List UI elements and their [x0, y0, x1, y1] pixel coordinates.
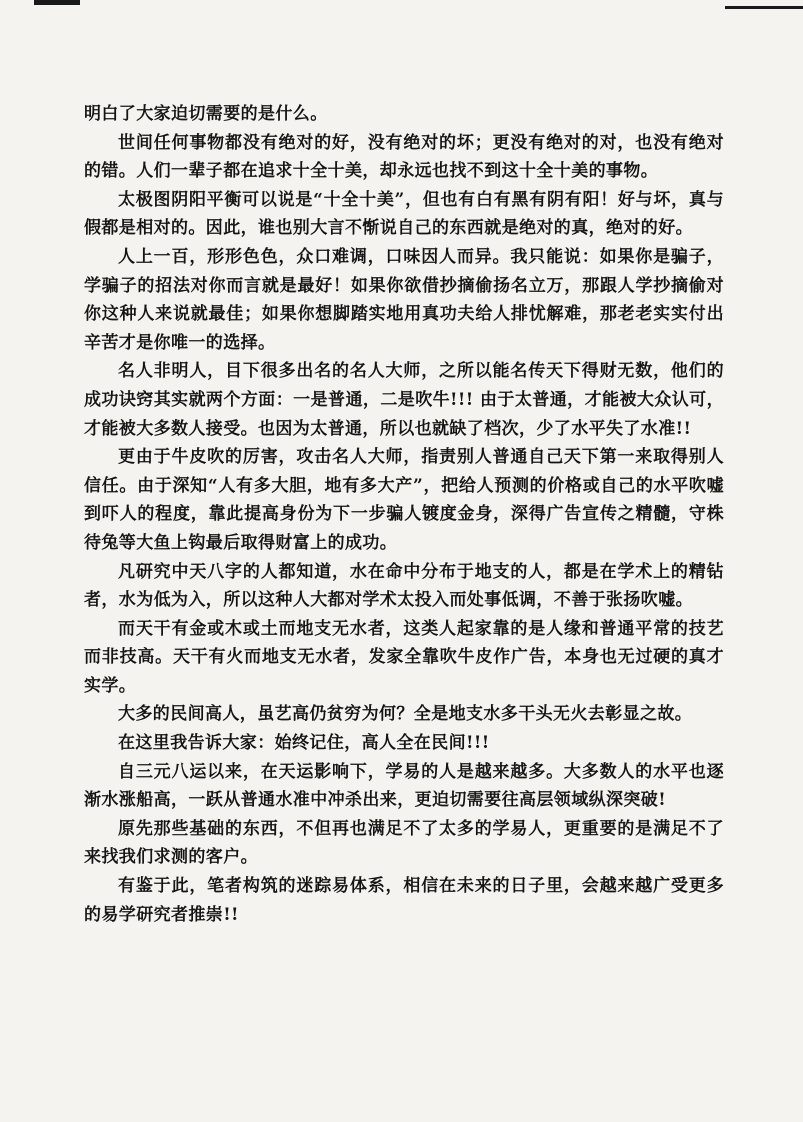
- paragraph-13: 有鉴于此，笔者构筑的迷踪易体系，相信在未来的日子里，会越来越广受更多的易学研究者推崇!!: [84, 876, 724, 925]
- scan-artifact-left: [34, 0, 80, 5]
- scan-artifact-right: [725, 6, 803, 9]
- document-page: [84, 100, 724, 929]
- paragraph-3: 太极图阴阳平衡可以说是“十全十美”，但也有白有黑有阴有阳！好与坏，真与假都是相对的。因此，谁也别大言不惭说自己的东西就是绝对的真，绝对的好。: [84, 189, 724, 239]
- paragraph-12: 原先那些基础的东西，不但再也满足不了太多的学易人，更重要的是满足不了来找我们求测的客户。: [84, 818, 724, 868]
- paragraph-1: 明白了大家迫切需要的是什么。: [84, 104, 328, 124]
- paragraph-4: 人上一百，形形色色，众口难调，口味因人而异。我只能说：如果你是骗子，学骗子的招法对你而言就是最好！如果你欲借抄摘偷扬名立万，那跟人学抄摘偷对你这种人来说就最佳；如果你想脚踏实地用真功夫给人排忧解难，那老老实实付出辛苦才是你唯一的选择。: [84, 246, 724, 353]
- paragraph-9: 大多的民间高人，虽艺高仍贫穷为何？全是地支水多干头无火去彰显之故。: [118, 704, 693, 725]
- paragraph-8: 而天干有金或木或土而地支无水者，这类人起家靠的是人缘和普通平常的技艺而非技高。天干有火而地支无水者，发家全靠吹牛皮作广告，本身也无过硬的真才实学。: [84, 618, 724, 696]
- paragraph-11: 自三元八运以来，在天运影响下，学易的人是越来越多。大多数人的水平也逐渐水涨船高，一跃从普通水准中冲杀出来，更迫切需要往高层领域纵深突破!: [84, 761, 724, 811]
- paragraph-2: 世间任何事物都没有绝对的好，没有绝对的坏；更没有绝对的对，也没有绝对的错。人们一辈子都在追求十全十美，却永远也找不到这十全十美的事物。: [84, 132, 724, 182]
- paragraph-6: 更由于牛皮吹的厉害，攻击名人大师，指责别人普通自己天下第一来取得别人信任。由于深知“人有多大胆，地有多大产”，把给人预测的价格或自己的水平吹嘘到吓人的程度，靠此提高身份为下一步骗人镀度金身，深得广告宣传之精髓，守株待兔等大鱼上钩最后取得财富上的成功。: [84, 447, 724, 553]
- paragraph-5: 名人非明人，目下很多出名的名人大师，之所以能名传天下得财无数，他们的成功诀窍其实就两个方面：一是普通，二是吹牛!!! 由于太普通，才能被大众认可，才能被大多数人接受。也因为太普通，所以也就缺了档次，少了水平失了水准!!: [84, 361, 724, 439]
- paragraph-7: 凡研究中天八字的人都知道，水在命中分布于地支的人，都是在学术上的精钻者，水为低为入，所以这种人大都对学术太投入而处事低调，不善于张扬吹嘘。: [84, 561, 724, 611]
- paragraph-10: 在这里我告诉大家：始终记住，高人全在民间!!!: [118, 733, 490, 754]
